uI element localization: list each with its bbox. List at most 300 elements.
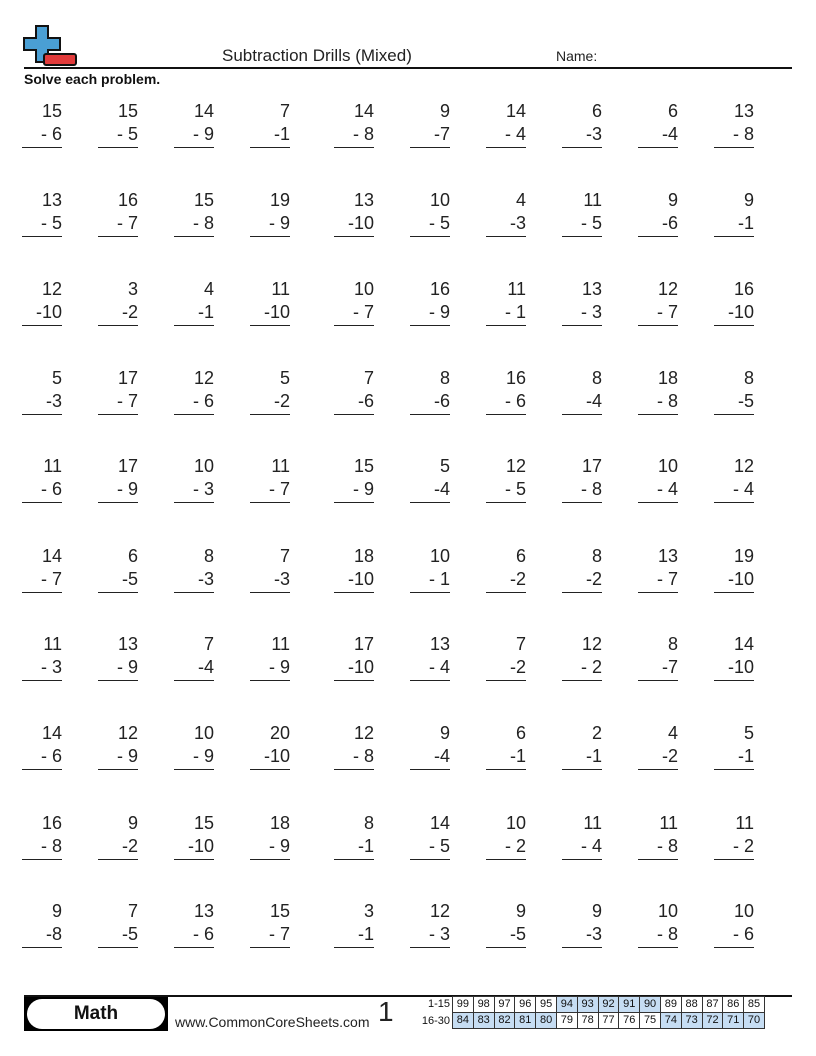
minuend: 9: [667, 190, 678, 210]
problem: [486, 455, 526, 503]
minuend: 17: [353, 634, 374, 654]
minuend: 11: [43, 456, 62, 476]
minuend: 10: [733, 901, 754, 921]
minuend: 9: [591, 901, 602, 921]
subtrahend: -10: [334, 656, 374, 681]
problem: [714, 367, 754, 415]
problem: [98, 812, 138, 860]
page-title: Subtraction Drills (Mixed): [222, 46, 412, 65]
minuend: 9: [743, 190, 754, 210]
problem: [410, 633, 450, 681]
minuend: 13: [41, 190, 62, 210]
subtrahend: - 3: [562, 301, 602, 326]
subtrahend: - 3: [410, 923, 450, 948]
minuend: 9: [127, 813, 138, 833]
minuend: 6: [515, 546, 526, 566]
minuend: 15: [193, 190, 214, 210]
subtrahend: - 1: [410, 568, 450, 593]
subtrahend: -2: [98, 301, 138, 326]
subtrahend: - 9: [174, 123, 214, 148]
minuend: 7: [279, 546, 290, 566]
score-cell: 82: [494, 1013, 515, 1029]
problem: [334, 722, 374, 770]
score-range-label: 16-30: [421, 1015, 450, 1027]
minuend: 12: [117, 723, 138, 743]
problem: [98, 189, 138, 237]
subtrahend: - 3: [174, 478, 214, 503]
problem: [486, 633, 526, 681]
minuend: 7: [203, 634, 214, 654]
problem: [250, 278, 290, 326]
minuend: 19: [733, 546, 754, 566]
minuend: 15: [269, 901, 290, 921]
minuend: 6: [515, 723, 526, 743]
minuend: 8: [591, 368, 602, 388]
minuend: 18: [353, 546, 374, 566]
score-cell: 97: [494, 997, 515, 1013]
instructions: Solve each problem.: [24, 71, 161, 87]
minuend: 17: [117, 368, 138, 388]
minuend: 15: [41, 101, 62, 121]
minuend: 16: [505, 368, 526, 388]
subtrahend: - 7: [250, 923, 290, 948]
minuend: 16: [117, 190, 138, 210]
minuend: 14: [353, 101, 374, 121]
problem: [22, 545, 62, 593]
minuend: 13: [657, 546, 678, 566]
score-cell: 98: [473, 997, 494, 1013]
minuend: 8: [203, 546, 214, 566]
score-table: [452, 996, 765, 1029]
subtrahend: -1: [562, 745, 602, 770]
minuend: 7: [363, 368, 374, 388]
minuend: 9: [51, 901, 62, 921]
problem: [562, 100, 602, 148]
problem: [334, 812, 374, 860]
problem: [250, 455, 290, 503]
score-cell: 72: [702, 1013, 723, 1029]
problem: [486, 722, 526, 770]
subtrahend: -10: [22, 301, 62, 326]
problem: [250, 189, 290, 237]
subtrahend: -2: [562, 568, 602, 593]
subtrahend: - 8: [638, 835, 678, 860]
problem: [334, 455, 374, 503]
score-range-labels: [414, 996, 450, 1030]
subtrahend: -2: [638, 745, 678, 770]
score-cell: 71: [723, 1013, 744, 1029]
problem: [638, 900, 678, 948]
subtrahend: -8: [22, 923, 62, 948]
score-cell: 81: [515, 1013, 536, 1029]
problem: [174, 900, 214, 948]
minuend: 10: [657, 456, 678, 476]
subtrahend: -2: [250, 390, 290, 415]
subtrahend: -2: [486, 656, 526, 681]
subtrahend: - 4: [638, 478, 678, 503]
minuend: 11: [583, 813, 602, 833]
minuend: 12: [353, 723, 374, 743]
subtrahend: - 9: [98, 745, 138, 770]
subtrahend: - 3: [22, 656, 62, 681]
subtrahend: -10: [334, 568, 374, 593]
subtrahend: - 8: [638, 923, 678, 948]
subtrahend: -3: [250, 568, 290, 593]
problem: [174, 455, 214, 503]
problem: [22, 278, 62, 326]
subtrahend: - 7: [250, 478, 290, 503]
score-cell: 84: [453, 1013, 474, 1029]
problem: [638, 545, 678, 593]
problem: [562, 722, 602, 770]
subtrahend: -4: [410, 745, 450, 770]
score-cell: 77: [598, 1013, 619, 1029]
subtrahend: - 6: [714, 923, 754, 948]
minuend: 8: [439, 368, 450, 388]
minuend: 10: [193, 723, 214, 743]
score-cell: 93: [577, 997, 598, 1013]
minuend: 11: [271, 279, 290, 299]
minuend: 3: [363, 901, 374, 921]
subtrahend: - 9: [250, 656, 290, 681]
subtrahend: - 4: [714, 478, 754, 503]
problem: [22, 633, 62, 681]
score-cell: 89: [660, 997, 681, 1013]
problem: [22, 189, 62, 237]
page-number: 1: [378, 996, 394, 1027]
problem: [174, 367, 214, 415]
problem: [98, 900, 138, 948]
minuend: 10: [429, 546, 450, 566]
subtrahend: - 6: [22, 123, 62, 148]
minuend: 18: [269, 813, 290, 833]
problem: [562, 545, 602, 593]
subtrahend: - 6: [22, 745, 62, 770]
problem: [334, 367, 374, 415]
subtrahend: - 5: [410, 835, 450, 860]
subtrahend: -1: [714, 212, 754, 237]
subtrahend: - 8: [638, 390, 678, 415]
minuend: 17: [581, 456, 602, 476]
problem: [714, 189, 754, 237]
minuend: 5: [279, 368, 290, 388]
subtrahend: - 7: [22, 568, 62, 593]
problem: [714, 278, 754, 326]
subtrahend: - 9: [334, 478, 374, 503]
problem: [486, 367, 526, 415]
subtrahend: -3: [174, 568, 214, 593]
problem: [714, 900, 754, 948]
problem: [98, 722, 138, 770]
problem: [410, 189, 450, 237]
score-cell: 80: [536, 1013, 557, 1029]
subtrahend: -1: [334, 923, 374, 948]
minuend: 13: [429, 634, 450, 654]
problem: [638, 812, 678, 860]
minuend: 12: [505, 456, 526, 476]
subtrahend: -10: [250, 745, 290, 770]
subtrahend: -7: [638, 656, 678, 681]
problem: [250, 722, 290, 770]
problem: [410, 367, 450, 415]
minuend: 10: [429, 190, 450, 210]
subtrahend: -4: [638, 123, 678, 148]
subtrahend: -5: [98, 923, 138, 948]
subtrahend: - 8: [334, 745, 374, 770]
subtrahend: -10: [174, 835, 214, 860]
subtrahend: - 2: [714, 835, 754, 860]
problem: [410, 100, 450, 148]
subtrahend: -10: [714, 568, 754, 593]
subtrahend: -5: [714, 390, 754, 415]
subtrahend: -3: [22, 390, 62, 415]
subtrahend: -4: [562, 390, 602, 415]
subtrahend: -6: [638, 212, 678, 237]
subtrahend: -3: [562, 123, 602, 148]
problem: [714, 100, 754, 148]
minuend: 20: [269, 723, 290, 743]
subtrahend: -10: [714, 301, 754, 326]
subtrahend: - 7: [98, 212, 138, 237]
problem: [250, 633, 290, 681]
minuend: 11: [271, 634, 290, 654]
subtrahend: -2: [98, 835, 138, 860]
problem: [410, 278, 450, 326]
subtrahend: - 6: [486, 390, 526, 415]
score-cell: 94: [556, 997, 577, 1013]
name-label: Name:: [556, 48, 598, 64]
minuend: 12: [193, 368, 214, 388]
subtrahend: - 7: [638, 301, 678, 326]
problem: [486, 545, 526, 593]
subtrahend: -5: [98, 568, 138, 593]
score-row: [453, 997, 765, 1013]
subtrahend: - 4: [562, 835, 602, 860]
score-row: [453, 1013, 765, 1029]
problem: [638, 278, 678, 326]
problem: [486, 189, 526, 237]
subtrahend: -6: [334, 390, 374, 415]
minuend: 17: [117, 456, 138, 476]
minuend: 14: [733, 634, 754, 654]
problem: [486, 812, 526, 860]
minuend: 6: [667, 101, 678, 121]
subtrahend: -3: [562, 923, 602, 948]
problem: [410, 812, 450, 860]
problem: [638, 189, 678, 237]
problem: [410, 900, 450, 948]
subtrahend: - 9: [98, 656, 138, 681]
problem: [486, 100, 526, 148]
score-cell: 99: [453, 997, 474, 1013]
minuend: 14: [193, 101, 214, 121]
subtrahend: -10: [714, 656, 754, 681]
minuend: 10: [505, 813, 526, 833]
minuend: 6: [591, 101, 602, 121]
minuend: 15: [193, 813, 214, 833]
score-cell: 86: [723, 997, 744, 1013]
problem: [98, 545, 138, 593]
minuend: 7: [279, 101, 290, 121]
subtrahend: -10: [250, 301, 290, 326]
subtrahend: -6: [410, 390, 450, 415]
problem: [486, 900, 526, 948]
problem: [714, 455, 754, 503]
minuend: 11: [271, 456, 290, 476]
problem: [638, 367, 678, 415]
problem: [174, 545, 214, 593]
subtrahend: -2: [486, 568, 526, 593]
subtrahend: -1: [250, 123, 290, 148]
minuend: 10: [657, 901, 678, 921]
subtrahend: - 7: [334, 301, 374, 326]
minuend: 9: [515, 901, 526, 921]
problem: [174, 633, 214, 681]
minuend: 13: [193, 901, 214, 921]
minuend: 19: [269, 190, 290, 210]
minuend: 15: [353, 456, 374, 476]
minuend: 4: [667, 723, 678, 743]
subtrahend: - 1: [486, 301, 526, 326]
problem: [250, 367, 290, 415]
subtrahend: -7: [410, 123, 450, 148]
minuend: 6: [127, 546, 138, 566]
minuend: 2: [591, 723, 602, 743]
minuend: 10: [353, 279, 374, 299]
problem: [562, 900, 602, 948]
minuend: 8: [591, 546, 602, 566]
subtrahend: - 9: [250, 835, 290, 860]
subtrahend: - 5: [98, 123, 138, 148]
problem: [174, 812, 214, 860]
minuend: 18: [657, 368, 678, 388]
minuend: 11: [583, 190, 602, 210]
score-cell: 79: [556, 1013, 577, 1029]
subtrahend: -3: [486, 212, 526, 237]
minuend: 12: [429, 901, 450, 921]
problem: [714, 812, 754, 860]
problem: [174, 189, 214, 237]
score-cell: 96: [515, 997, 536, 1013]
subtrahend: - 8: [562, 478, 602, 503]
problem: [334, 633, 374, 681]
minuend: 11: [43, 634, 62, 654]
subtrahend: - 2: [562, 656, 602, 681]
score-cell: 76: [619, 1013, 640, 1029]
score-cell: 78: [577, 1013, 598, 1029]
problem: [486, 278, 526, 326]
subject-label: Math: [27, 999, 165, 1029]
subtrahend: - 5: [22, 212, 62, 237]
problem: [410, 545, 450, 593]
problem: [98, 278, 138, 326]
minuend: 4: [203, 279, 214, 299]
minuend: 10: [193, 456, 214, 476]
minuend: 11: [507, 279, 526, 299]
subtrahend: - 4: [486, 123, 526, 148]
minuend: 8: [363, 813, 374, 833]
minuend: 12: [41, 279, 62, 299]
subtrahend: -5: [486, 923, 526, 948]
problem: [410, 722, 450, 770]
subtrahend: - 2: [486, 835, 526, 860]
score-cell: 74: [660, 1013, 681, 1029]
minuend: 11: [659, 813, 678, 833]
minuend: 16: [429, 279, 450, 299]
problem: [22, 100, 62, 148]
problem: [714, 545, 754, 593]
problem: [250, 100, 290, 148]
problem: [22, 812, 62, 860]
problem: [22, 367, 62, 415]
subtrahend: - 6: [22, 478, 62, 503]
problem: [334, 545, 374, 593]
score-cell: 75: [640, 1013, 661, 1029]
score-range-label: 1-15: [427, 998, 450, 1010]
minuend: 9: [439, 723, 450, 743]
subtrahend: -4: [410, 478, 450, 503]
minuend: 8: [743, 368, 754, 388]
problem: [334, 278, 374, 326]
score-cell: 95: [536, 997, 557, 1013]
subtrahend: - 5: [410, 212, 450, 237]
score-cell: 92: [598, 997, 619, 1013]
problem: [22, 722, 62, 770]
subtrahend: -1: [714, 745, 754, 770]
problem: [98, 633, 138, 681]
minuend: 14: [41, 723, 62, 743]
problem: [98, 100, 138, 148]
subtrahend: - 8: [22, 835, 62, 860]
score-cell: 87: [702, 997, 723, 1013]
problem: [250, 900, 290, 948]
problem: [562, 633, 602, 681]
minuend: 14: [429, 813, 450, 833]
subtrahend: -1: [486, 745, 526, 770]
subtrahend: - 9: [250, 212, 290, 237]
subtrahend: - 8: [174, 212, 214, 237]
problem: [562, 455, 602, 503]
subtrahend: -4: [174, 656, 214, 681]
website-label: www.CommonCoreSheets.com: [175, 1014, 370, 1030]
score-cell: 83: [473, 1013, 494, 1029]
minuend: 3: [127, 279, 138, 299]
minuend: 4: [515, 190, 526, 210]
problem: [22, 455, 62, 503]
subtrahend: - 8: [334, 123, 374, 148]
score-cell: 73: [681, 1013, 702, 1029]
subtrahend: -10: [334, 212, 374, 237]
minuend: 13: [353, 190, 374, 210]
minuend: 12: [581, 634, 602, 654]
score-cell: 88: [681, 997, 702, 1013]
problem: [638, 455, 678, 503]
minuend: 8: [667, 634, 678, 654]
problem: [714, 633, 754, 681]
subtrahend: - 6: [174, 390, 214, 415]
minuend: 14: [505, 101, 526, 121]
subtrahend: - 8: [714, 123, 754, 148]
problem: [638, 100, 678, 148]
problem: [638, 722, 678, 770]
problem: [562, 812, 602, 860]
subtrahend: - 9: [174, 745, 214, 770]
problem: [562, 367, 602, 415]
minuend: 5: [439, 456, 450, 476]
minuend: 16: [41, 813, 62, 833]
subtrahend: - 7: [638, 568, 678, 593]
subtrahend: -1: [174, 301, 214, 326]
